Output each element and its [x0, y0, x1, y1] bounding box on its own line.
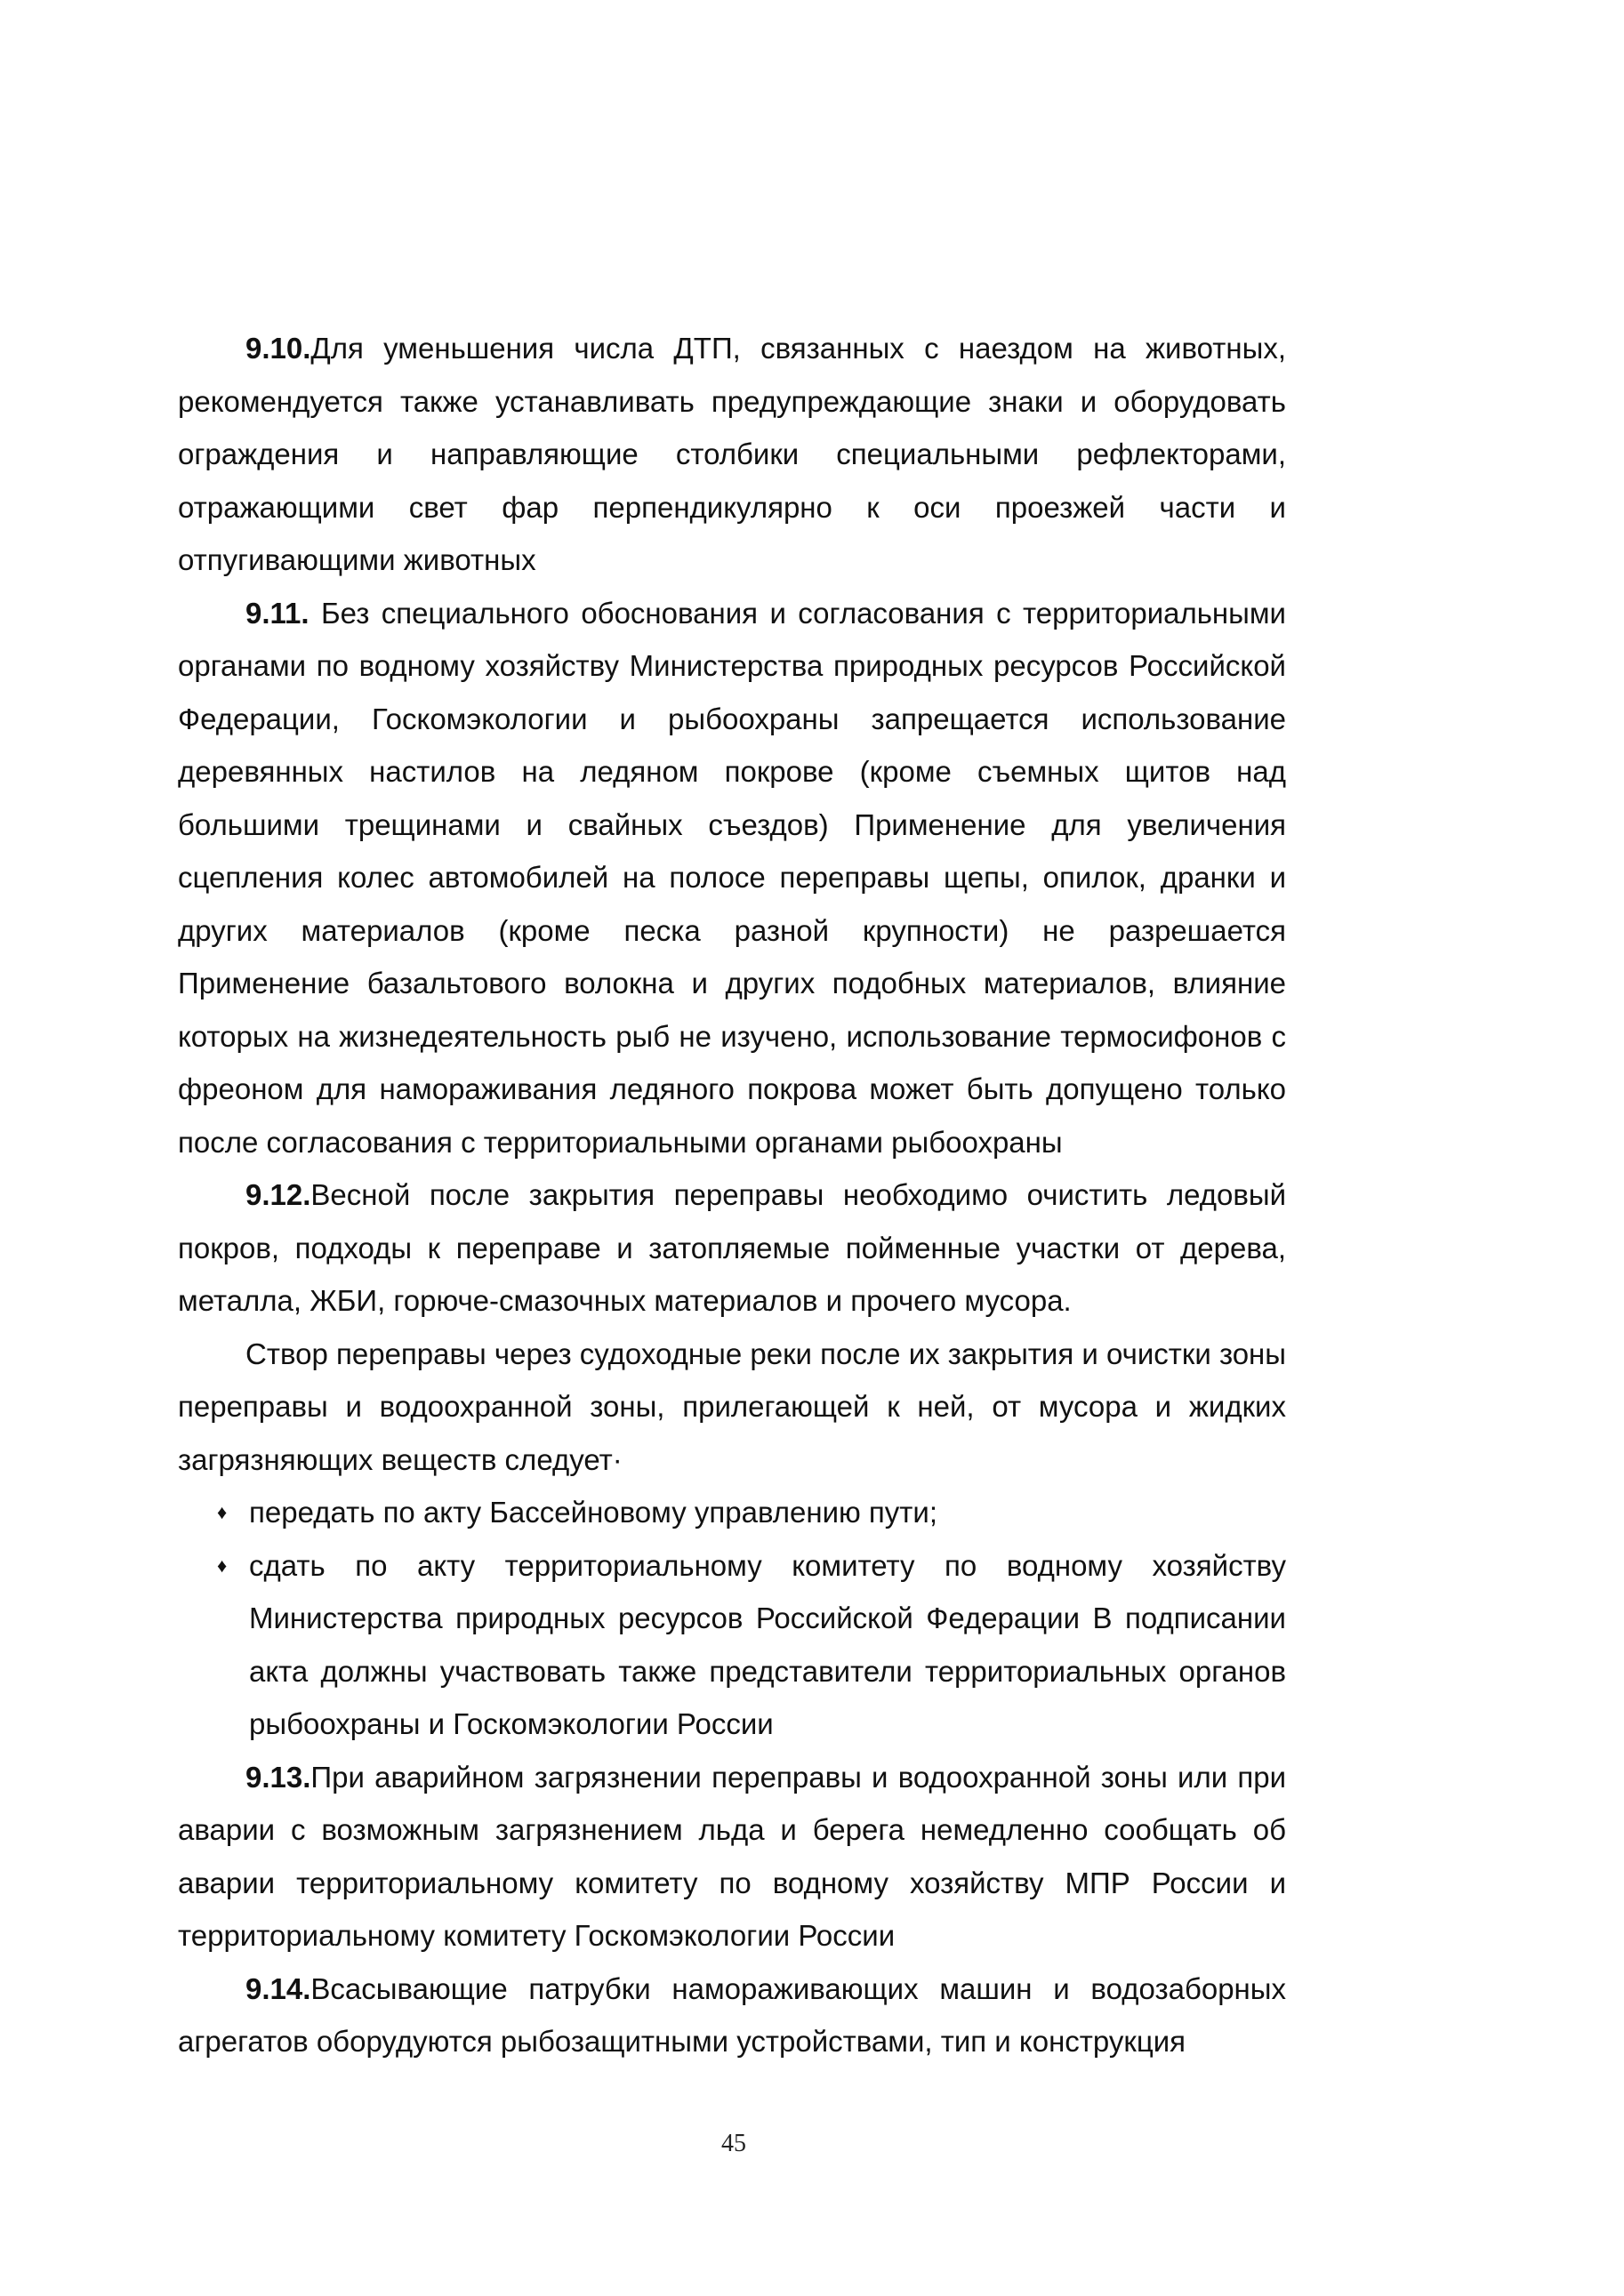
paragraph-text: Весной после закрытия переправы необходимо очистить ледовый покров, подходы к переправе и затопляемые пойменные участки от дерева, металла, ЖБИ, горюче-смазочных материалов и прочего мусора. [178, 1178, 1286, 1317]
diamond-bullet-icon: ♦ [217, 1501, 228, 1523]
clause-number: 9.12. [245, 1178, 311, 1211]
diamond-bullet-icon: ♦ [217, 1553, 228, 1577]
paragraph-text: Без специального обоснования и согласования с территориальными органами по водному хозяйству Министерства природных ресурсов Российской Федерации, Госкомэкологии и рыбоохраны запрещается использование деревянных настилов на ледяном покрове (кроме съемных щитов над большими трещинами и свайных съездов) Применение для увеличения сцепления колес автомобилей на полосе переправы щепы, опилок, дранки и других материалов (кроме песка разной крупности) не разрешается Применение базальтового волокна и других подобных материалов, влияние которых на жизнедеятельность рыб не изучено, использование термосифонов с фреоном для намораживания ледяного покрова может быть допущено только после согласования с территориальными органами рыбоохраны [178, 596, 1286, 1159]
paragraph-text: При аварийном загрязнении переправы и водоохранной зоны или при аварии с возможным загрязнением льда и берега немедленно сообщать об аварии территориальному комитету по водному хозяйству МПР России и территориальному комитету Госкомэкологии России [178, 1760, 1286, 1952]
paragraph-crossing-handover [178, 1328, 1286, 1487]
handover-list [178, 1486, 1286, 1751]
clause-number: 9.11. [245, 596, 310, 630]
paragraph-9-12 [178, 1168, 1286, 1328]
list-item-text: сдать по акту территориальному комитету по водному хозяйству Министерства природных ресурсов Российской Федерации В подписании акта должны участвовать также представители территориальных органов рыбоохраны и Госкомэкологии России [249, 1548, 1286, 1740]
page-body [178, 322, 1286, 2068]
paragraph-9-14 [178, 1963, 1286, 2068]
clause-number: 9.13. [245, 1760, 311, 1794]
paragraph-text: Всасывающие патрубки намораживающих машин и водозаборных агрегатов оборудуются рыбозащитными устройствами, тип и конструкция [178, 1971, 1286, 2058]
paragraph-9-10 [178, 322, 1286, 587]
clause-number: 9.10. [245, 332, 311, 365]
paragraph-text: Створ переправы через судоходные реки после их закрытия и очистки зоны переправы и водоохранной зоны, прилегающей к ней, от мусора и жидких загрязняющих веществ следует· [178, 1337, 1286, 1476]
paragraph-text: Для уменьшения числа ДТП, связанных с наездом на животных, рекомендуется также устанавливать предупреждающие знаки и оборудовать ограждения и направляющие столбики специальными рефлекторами, отражающими свет фар перпендикулярно к оси проезжей части и отпугивающими животных [178, 332, 1286, 576]
paragraph-9-13 [178, 1751, 1286, 1963]
clause-number: 9.14. [245, 1971, 311, 2005]
list-item [178, 1539, 1286, 1751]
page-number: 45 [721, 2130, 746, 2157]
list-item [178, 1486, 1286, 1539]
list-item-text: передать по акту Бассейновому управлению пути; [249, 1496, 938, 1529]
paragraph-9-11 [178, 587, 1286, 1169]
